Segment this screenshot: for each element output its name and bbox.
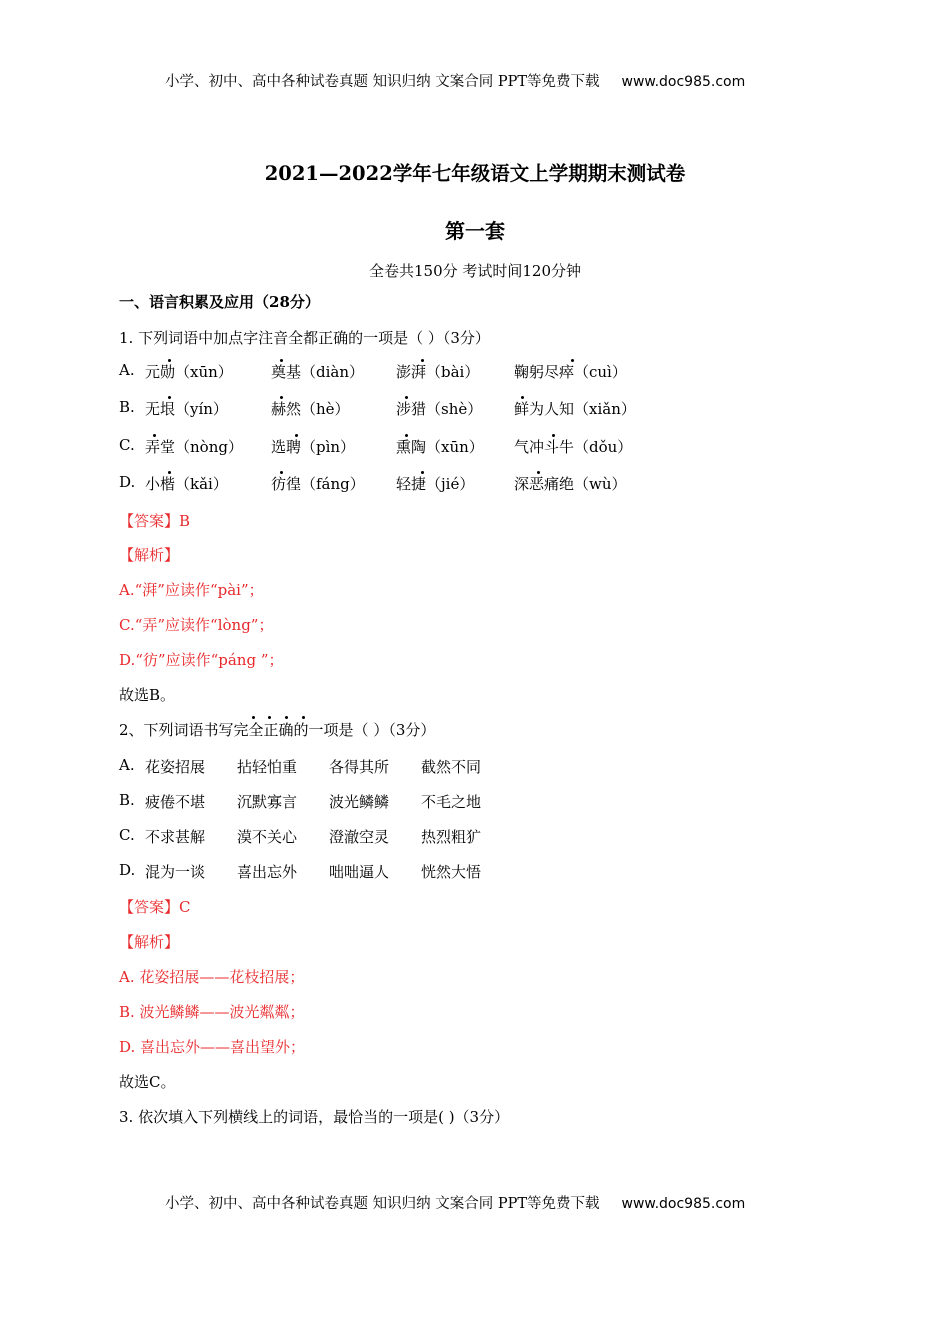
option-word: 小楷（kǎi） (145, 475, 228, 493)
q1-analysis-line: A.“湃”应读作“pài”； (119, 581, 264, 599)
option-word: 不求甚解 (145, 828, 206, 846)
exam-title: 2021—2022学年七年级语文上学期期末测试卷 (264, 162, 686, 185)
footer-url: www.doc985.com (621, 1196, 746, 1212)
option-word: 弄堂（nòng） (145, 438, 243, 456)
option-word: 鞠躬尽瘁（cuì） (514, 363, 627, 381)
option-word: 沉默寡言 (237, 793, 298, 811)
option-word: 截然不同 (421, 758, 482, 776)
q2-conclusion: 故选C。 (119, 1073, 176, 1091)
q1-conclusion: 故选B。 (119, 686, 176, 704)
q2-analysis-label: 【解析】 (119, 933, 180, 951)
footer-text: 小学、初中、高中各种试卷真题 知识归纳 文案合同 PPT等免费下载 (165, 1196, 600, 1212)
option-word: 鲜为人知（xiǎn） (514, 400, 636, 418)
option-word: 澄澈空灵 (329, 828, 390, 846)
exam-info: 全卷共150分 考试时间120分钟 (368, 262, 582, 280)
q2-analysis-line: B. 波光鳞鳞——波光粼粼； (119, 1003, 305, 1021)
header-url: www.doc985.com (621, 74, 746, 90)
emphasis-dot (252, 716, 255, 719)
q2-stem: 2、下列词语书写完全正确的一项是（ ）（3分） (119, 721, 436, 739)
emphasis-dot (153, 434, 156, 437)
emphasis-dot (280, 471, 283, 474)
option-word: 拈轻怕重 (237, 758, 298, 776)
q1-analysis-line: D.“彷”应读作“páng ”； (119, 651, 284, 669)
option-word: 选聘（pìn） (271, 438, 356, 456)
q2-answer: 【答案】C (119, 898, 191, 916)
q2-analysis-line: D. 喜出忘外——喜出望外； (119, 1038, 306, 1056)
option-word: 咄咄逼人 (329, 863, 390, 881)
emphasis-dot (405, 396, 408, 399)
option-word: 恍然大悟 (421, 863, 482, 881)
option-letter: D. (119, 473, 136, 491)
option-word: 熏陶（xūn） (396, 438, 484, 456)
emphasis-dot (168, 471, 171, 474)
option-word: 元勋（xūn） (145, 363, 233, 381)
option-word: 澎湃（bài） (396, 363, 480, 381)
q1-answer: 【答案】B (119, 512, 191, 530)
emphasis-dot (280, 359, 283, 362)
emphasis-dot (268, 716, 271, 719)
option-letter: A. (119, 756, 135, 774)
option-word: 气冲斗牛（dǒu） (514, 438, 633, 456)
q2-analysis-line: A. 花姿招展——花枝招展； (119, 968, 305, 986)
section-heading: 一、语言积累及应用（28分） (119, 293, 320, 311)
q1-analysis-label: 【解析】 (119, 546, 180, 564)
q3-stem: 3. 依次填入下列横线上的词语，最恰当的一项是( )（3分） (119, 1108, 510, 1126)
option-word: 波光鳞鳞 (329, 793, 390, 811)
option-word: 无垠（yín） (145, 400, 228, 418)
option-word: 彷徨（fáng） (271, 475, 365, 493)
option-word: 赫然（hè） (271, 400, 350, 418)
option-word: 不毛之地 (421, 793, 482, 811)
option-word: 各得其所 (329, 758, 390, 776)
option-word: 花姿招展 (145, 758, 206, 776)
emphasis-dot (302, 716, 305, 719)
emphasis-dot (552, 434, 555, 437)
option-word: 深恶痛绝（wù） (514, 475, 627, 493)
option-word: 涉猎（shè） (396, 400, 483, 418)
emphasis-dot (168, 359, 171, 362)
option-letter: B. (119, 398, 135, 416)
option-word: 疲倦不堪 (145, 793, 206, 811)
emphasis-dot (168, 396, 171, 399)
emphasis-dot (421, 471, 424, 474)
option-word: 喜出忘外 (237, 863, 298, 881)
exam-subtitle: 第一套 (445, 219, 505, 243)
option-word: 混为一谈 (145, 863, 206, 881)
option-word: 奠基（diàn） (271, 363, 365, 381)
option-letter: A. (119, 361, 135, 379)
option-letter: B. (119, 791, 135, 809)
option-word: 热烈粗犷 (421, 828, 482, 846)
emphasis-dot (295, 434, 298, 437)
emphasis-dot (521, 396, 524, 399)
option-letter: C. (119, 436, 135, 454)
option-letter: D. (119, 861, 136, 879)
option-word: 轻捷（jié） (396, 475, 475, 493)
q1-stem: 1. 下列词语中加点字注音全都正确的一项是（ ）（3分） (119, 329, 490, 347)
emphasis-dot (280, 396, 283, 399)
option-letter: C. (119, 826, 135, 844)
option-word: 漠不关心 (237, 828, 298, 846)
emphasis-dot (405, 434, 408, 437)
emphasis-dot (571, 359, 574, 362)
emphasis-dot (421, 359, 424, 362)
q1-analysis-line: C.“弄”应读作“lòng”； (119, 616, 274, 634)
emphasis-dot (285, 716, 288, 719)
page-footer (165, 1192, 745, 1213)
header-text: 小学、初中、高中各种试卷真题 知识归纳 文案合同 PPT等免费下载 (165, 74, 600, 90)
page-header (165, 70, 745, 91)
emphasis-dot (537, 471, 540, 474)
